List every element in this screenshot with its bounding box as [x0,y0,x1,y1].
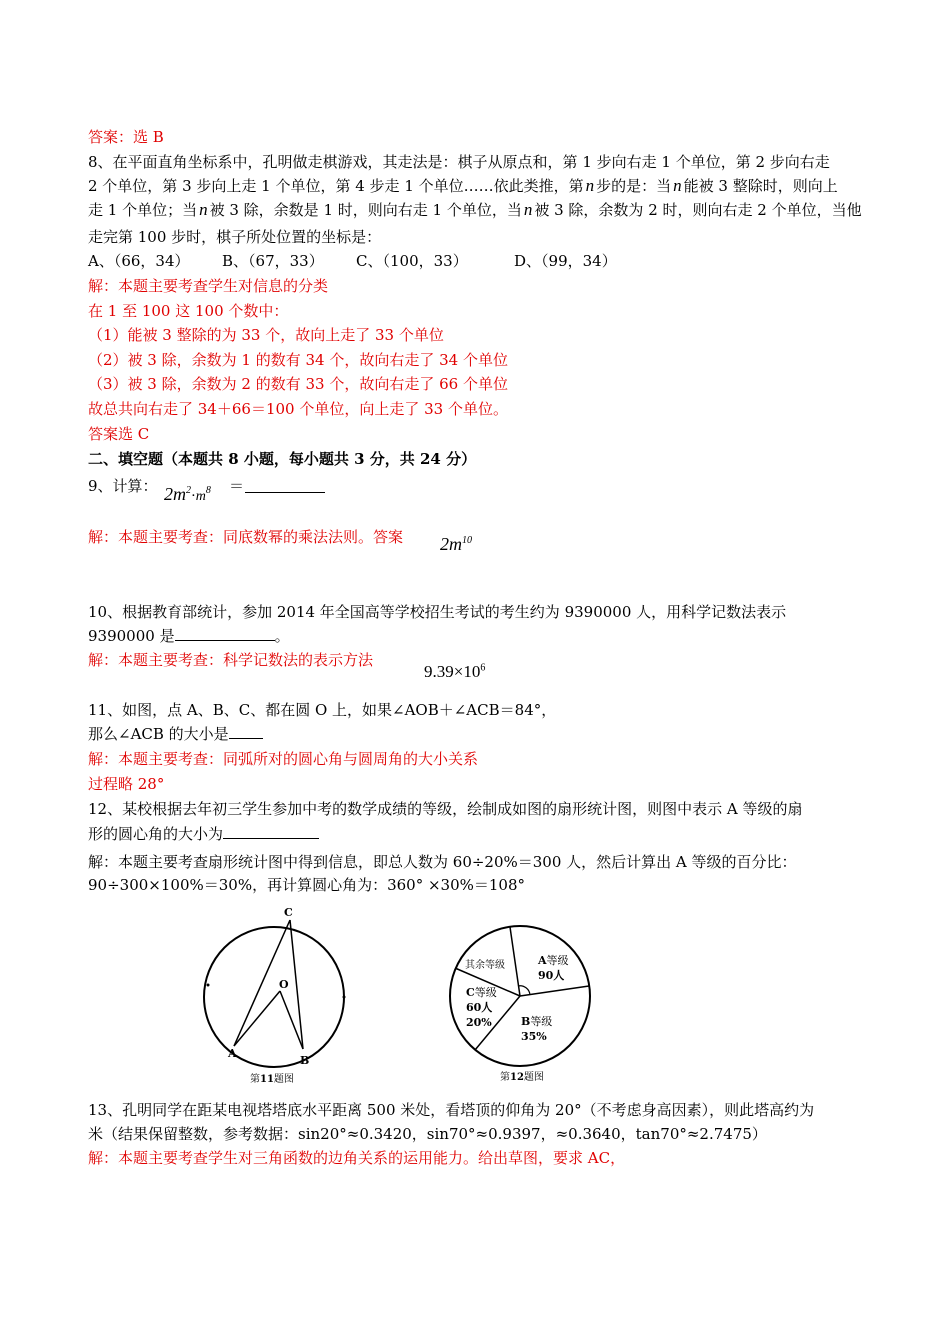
q8-option-c: C、（100，33） [356,252,468,270]
fig12-caption-num: 12 [510,1072,524,1083]
q8-line3-text-b: 被 3 除，余数是 1 时，则向右走 1 个单位，当 [209,201,522,219]
q8-solution-0: 解：本题主要考查学生对信息的分类 [88,277,329,295]
fig11-caption [250,1072,294,1085]
q8-options [88,251,617,271]
fig12-caption [500,1070,544,1083]
q9-expr-coef: 2m [164,484,186,504]
fig12-slice-b-suffix: 等级 [530,1015,553,1028]
q8-solution-2: （1）能被 3 整除的为 33 个，故向上走了 33 个单位 [88,326,444,344]
q10-answer-base: 9.39×10 [424,662,481,681]
fig12-slice-other: 其余等级 [465,960,505,971]
q13-solution: 解：本题主要考查学生对三角函数的边角关系的运用能力。给出草图，要求 AC， [88,1149,626,1167]
q12-line1: 12、某校根据去年初三学生参加中考的数学成绩的等级，绘制成如图的扇形统计图，则图中表示 A 等级的扇 [88,800,803,818]
fig12-slice-a-suffix: 等级 [546,954,569,967]
q12-solution-1: 解：本题主要考查扇形统计图中得到信息，即总人数为 60÷20%＝300 人，然后计算出 A 等级的百分比： [88,853,797,871]
fig12-caption-prefix: 第 [500,1072,510,1083]
q9-answer [440,534,472,555]
q8-option-b: B、（67，33） [222,252,324,270]
section2-title: 二、填空题（本题共 8 小题，每小题共 3 分，共 24 分） [88,450,477,468]
q8-solution-6: 答案选 C [88,425,150,443]
q12-solution-2: 90÷300×100%＝30%，再计算圆心角为：360° ×30%＝108° [88,876,526,894]
q8-line4: 走完第 100 步时，棋子所处位置的坐标是： [88,228,382,246]
q9-equals: ＝ [229,477,245,495]
fig12-slice-a-count: 90人 [538,969,565,982]
q9-prompt: 9、计算： [88,477,158,495]
fig12-slice-b-name: B [521,1015,531,1028]
figure-12 [445,910,605,1085]
q9-expr-exp1: 2 [186,485,191,496]
q9-solution: 解：本题主要考查：同底数幂的乘法法则。答案 [88,528,404,546]
q8-var-n: n [673,176,682,195]
q10-line2-end: 。 [274,627,290,645]
q11-line1: 11、如图，点 A、B、C、都在圆 O 上，如果∠AOB＋∠ACB＝84°， [88,701,557,719]
fig12-slice-c-name: C [466,986,475,999]
q11-line2-text: 那么∠ACB 的大小是 [88,725,229,743]
fig11-chord-cb [290,920,303,1049]
fig12-slice-a-name: A [538,954,547,967]
fig11-mark-right [343,996,346,999]
q8-var-n: n [523,200,533,219]
q8-solution-4: （3）被 3 除，余数为 2 的数有 33 个，故向右走了 66 个单位 [88,375,508,393]
q11-solution: 解：本题主要考查：同弧所对的圆心角与圆周角的大小关系 [88,750,479,768]
q8-line3-text-a: 走 1 个单位；当 [88,201,198,219]
q8-line1: 8、在平面直角坐标系中，孔明做走棋游戏，其走法是：棋子从原点和，第 1 步向右走 1 个单位，第 2 步向右走 [88,153,830,171]
fig12-slice-b [521,1015,552,1028]
q8-solution-3: （2）被 3 除，余数为 1 的数有 34 个，故向右走了 34 个单位 [88,351,508,369]
fig11-circle [204,927,344,1067]
q9-expression [164,484,211,505]
q8-option-d: D、（99，34） [514,252,617,270]
q11-line2 [88,724,263,744]
fig12-slice-c-suffix: 等级 [474,986,497,999]
fig11-label-b: B [300,1054,310,1067]
q10-solution: 解：本题主要考查：科学记数法的表示方法 [88,651,374,669]
q8-var-n: n [585,176,595,195]
q8-line2 [88,176,838,196]
q12-answer-blank [223,824,319,839]
q9-answer-blank [245,478,325,493]
q10-line2-text: 9390000 是 [88,627,175,645]
q8-option-a: A、（66，34） [88,252,190,270]
fig11-caption-num: 11 [260,1074,274,1085]
q8-solution-5: 故总共向右走了 34＋66＝100 个单位，向上走了 33 个单位。 [88,400,508,418]
fig11-mark-left [207,984,210,987]
q10-answer-exp: 6 [480,662,486,674]
fig12-slice-c-count: 60人 [466,1001,493,1014]
q9-expr-exp2: 8 [205,485,211,496]
q10-answer [424,662,485,682]
fig11-caption-prefix: 第 [250,1074,260,1085]
q12-line2-text: 形的圆心角的大小为 [88,825,224,843]
q9-answer-exp: 10 [462,535,472,546]
q11-answer: 过程略 28° [88,775,165,793]
fig12-slice-b-pct: 35% [521,1030,547,1043]
q9-expr-dot: ⋅m [191,489,206,504]
q8-line2-text-c: 能被 3 整除时，则向上 [683,177,838,195]
q10-line2 [88,626,290,646]
q8-line2-text-a: 2 个单位，第 3 步向上走 1 个单位，第 4 步走 1 个单位……依此类推，第 [88,177,584,195]
q11-answer-blank [229,724,263,739]
q8-solution-1: 在 1 至 100 这 100 个数中： [88,302,289,320]
fig12-caption-suffix: 题图 [523,1072,544,1083]
fig12-slice-c-pct: 20% [466,1016,492,1029]
q10-answer-blank [175,626,275,641]
fig11-label-o: O [279,978,289,991]
q8-line3-text-c: 被 3 除，余数为 2 时，则向右走 2 个单位，当他 [534,201,862,219]
fig11-radius-oa [234,991,280,1046]
fig11-label-c: C [284,906,293,919]
q8-line2-text-b: 步的是：当 [596,177,672,195]
q13-line2: 米（结果保留整数，参考数据：sin20°≈0.3420，sin70°≈0.9397，≈0.3640，tan70°≈2.7475） [88,1125,767,1143]
fig11-caption-suffix: 题图 [273,1074,294,1085]
figure-11 [195,900,365,1090]
q9-answer-base: 2m [440,534,462,554]
fig12-slice-c [466,986,497,999]
q8-line3 [88,200,862,220]
fig12-slice-a [537,954,569,967]
q8-var-n: n [199,200,208,219]
q7-answer: 答案：选 B [88,128,164,146]
q10-line1: 10、根据教育部统计，参加 2014 年全国高等学校招生考试的考生约为 9390000 人，用科学记数法表示 [88,603,787,621]
q13-line1: 13、孔明同学在距某电视塔塔底水平距离 500 米处，看塔顶的仰角为 20°（不考虑身高因素），则此塔高约为 [88,1101,815,1119]
q12-line2 [88,824,319,844]
fig11-label-a: A [228,1047,237,1060]
